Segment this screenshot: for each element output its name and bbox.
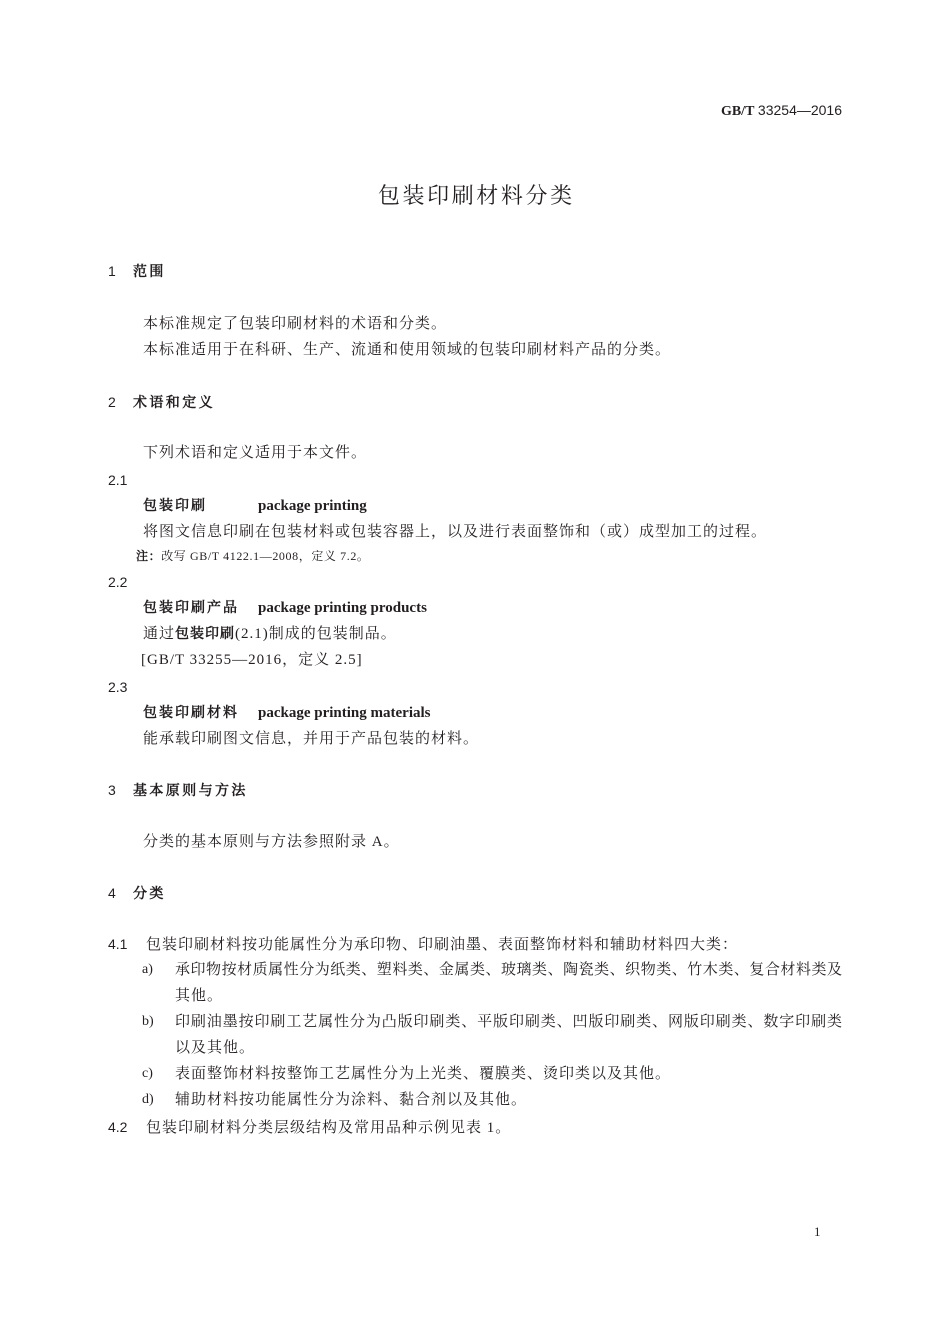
term-number-text: 2.2 bbox=[108, 574, 128, 590]
terms-intro: 下列术语和定义适用于本文件。 bbox=[143, 445, 368, 461]
term-definition: 将图文信息印刷在包装材料或包装容器上，以及进行表面整饰和（或）成型加工的过程。 bbox=[143, 524, 768, 540]
term-number bbox=[108, 677, 127, 698]
term-entry bbox=[143, 703, 431, 723]
section-heading-classification bbox=[108, 883, 166, 904]
clause-text: 包装印刷材料按功能属性分为承印物、印刷油墨、表面整饰材料和辅助材料四大类： bbox=[146, 937, 739, 953]
term-definition bbox=[143, 624, 397, 644]
term-chinese: 包装印刷 bbox=[143, 498, 207, 514]
clause-4-1 bbox=[108, 934, 738, 955]
document-title: 包装印刷材料分类 bbox=[377, 184, 575, 209]
term-number bbox=[108, 470, 127, 491]
definition-text: 通过 bbox=[143, 626, 176, 642]
list-item-text: 印刷油墨按印刷工艺属性分为凸版印刷类、平版印刷类、凹版印刷类、网版印刷类、数字印刷类 bbox=[175, 1014, 842, 1030]
list-item-text-continued: 其他。 bbox=[175, 988, 224, 1004]
standard-code-prefix: GB/T bbox=[720, 104, 755, 119]
standard-code-number: 33254—2016 bbox=[757, 102, 842, 118]
list-item-label: d) bbox=[142, 1092, 154, 1107]
term-chinese: 包装印刷材料 bbox=[143, 705, 239, 721]
page-number: 1 bbox=[814, 1224, 821, 1239]
section-heading-terms bbox=[108, 392, 215, 413]
definition-term-reference: 包装印刷 bbox=[175, 626, 236, 642]
section-number: 3 bbox=[108, 782, 116, 798]
section-heading-text: 分类 bbox=[133, 886, 166, 902]
clause-number: 4.1 bbox=[108, 936, 128, 952]
term-note bbox=[136, 548, 370, 564]
section-number: 4 bbox=[108, 885, 116, 901]
clause-4-2 bbox=[108, 1117, 511, 1138]
term-source: [GB/T 33255—2016，定义 2.5] bbox=[141, 652, 363, 668]
scope-paragraph: 本标准规定了包装印刷材料的术语和分类。 bbox=[143, 316, 448, 332]
standard-code bbox=[721, 101, 842, 121]
section-heading-text: 基本原则与方法 bbox=[133, 783, 248, 799]
term-number-text: 2.1 bbox=[108, 472, 128, 488]
term-definition: 能承载印刷图文信息，并用于产品包装的材料。 bbox=[143, 731, 480, 747]
term-entry bbox=[143, 496, 367, 516]
list-item-text-continued: 以及其他。 bbox=[175, 1040, 256, 1056]
note-label: 注： bbox=[136, 549, 162, 563]
list-item-text: 辅助材料按功能属性分为涂料、黏合剂以及其他。 bbox=[175, 1092, 528, 1108]
section-heading-text: 范围 bbox=[133, 264, 166, 280]
clause-text: 包装印刷材料分类层级结构及常用品种示例见表 1。 bbox=[146, 1120, 512, 1136]
list-item-text: 表面整饰材料按整饰工艺属性分为上光类、覆膜类、烫印类以及其他。 bbox=[175, 1066, 672, 1082]
definition-text: (2.1)制成的包装制品。 bbox=[235, 626, 397, 642]
term-english: package printing products bbox=[258, 600, 427, 616]
section-number: 2 bbox=[108, 394, 116, 410]
term-chinese: 包装印刷产品 bbox=[143, 600, 239, 616]
clause-number: 4.2 bbox=[108, 1119, 128, 1135]
term-english: package printing materials bbox=[258, 705, 431, 721]
list-item-label: a) bbox=[142, 962, 153, 977]
list-item-text: 承印物按材质属性分为纸类、塑料类、金属类、玻璃类、陶瓷类、织物类、竹木类、复合材料类及 bbox=[175, 962, 842, 978]
term-english: package printing bbox=[258, 498, 367, 514]
section-heading-scope bbox=[108, 261, 166, 282]
principles-paragraph: 分类的基本原则与方法参照附录 A。 bbox=[143, 834, 400, 850]
term-number-text: 2.3 bbox=[108, 679, 128, 695]
term-entry bbox=[143, 598, 427, 618]
section-number: 1 bbox=[108, 263, 116, 279]
section-heading-principles bbox=[108, 780, 248, 801]
term-number bbox=[108, 572, 127, 593]
note-text: 改写 GB/T 4122.1—2008，定义 7.2。 bbox=[161, 549, 370, 563]
scope-paragraph: 本标准适用于在科研、生产、流通和使用领域的包装印刷材料产品的分类。 bbox=[143, 342, 672, 358]
list-item-label: c) bbox=[142, 1066, 153, 1081]
section-heading-text: 术语和定义 bbox=[133, 395, 215, 411]
list-item-label: b) bbox=[142, 1014, 154, 1029]
